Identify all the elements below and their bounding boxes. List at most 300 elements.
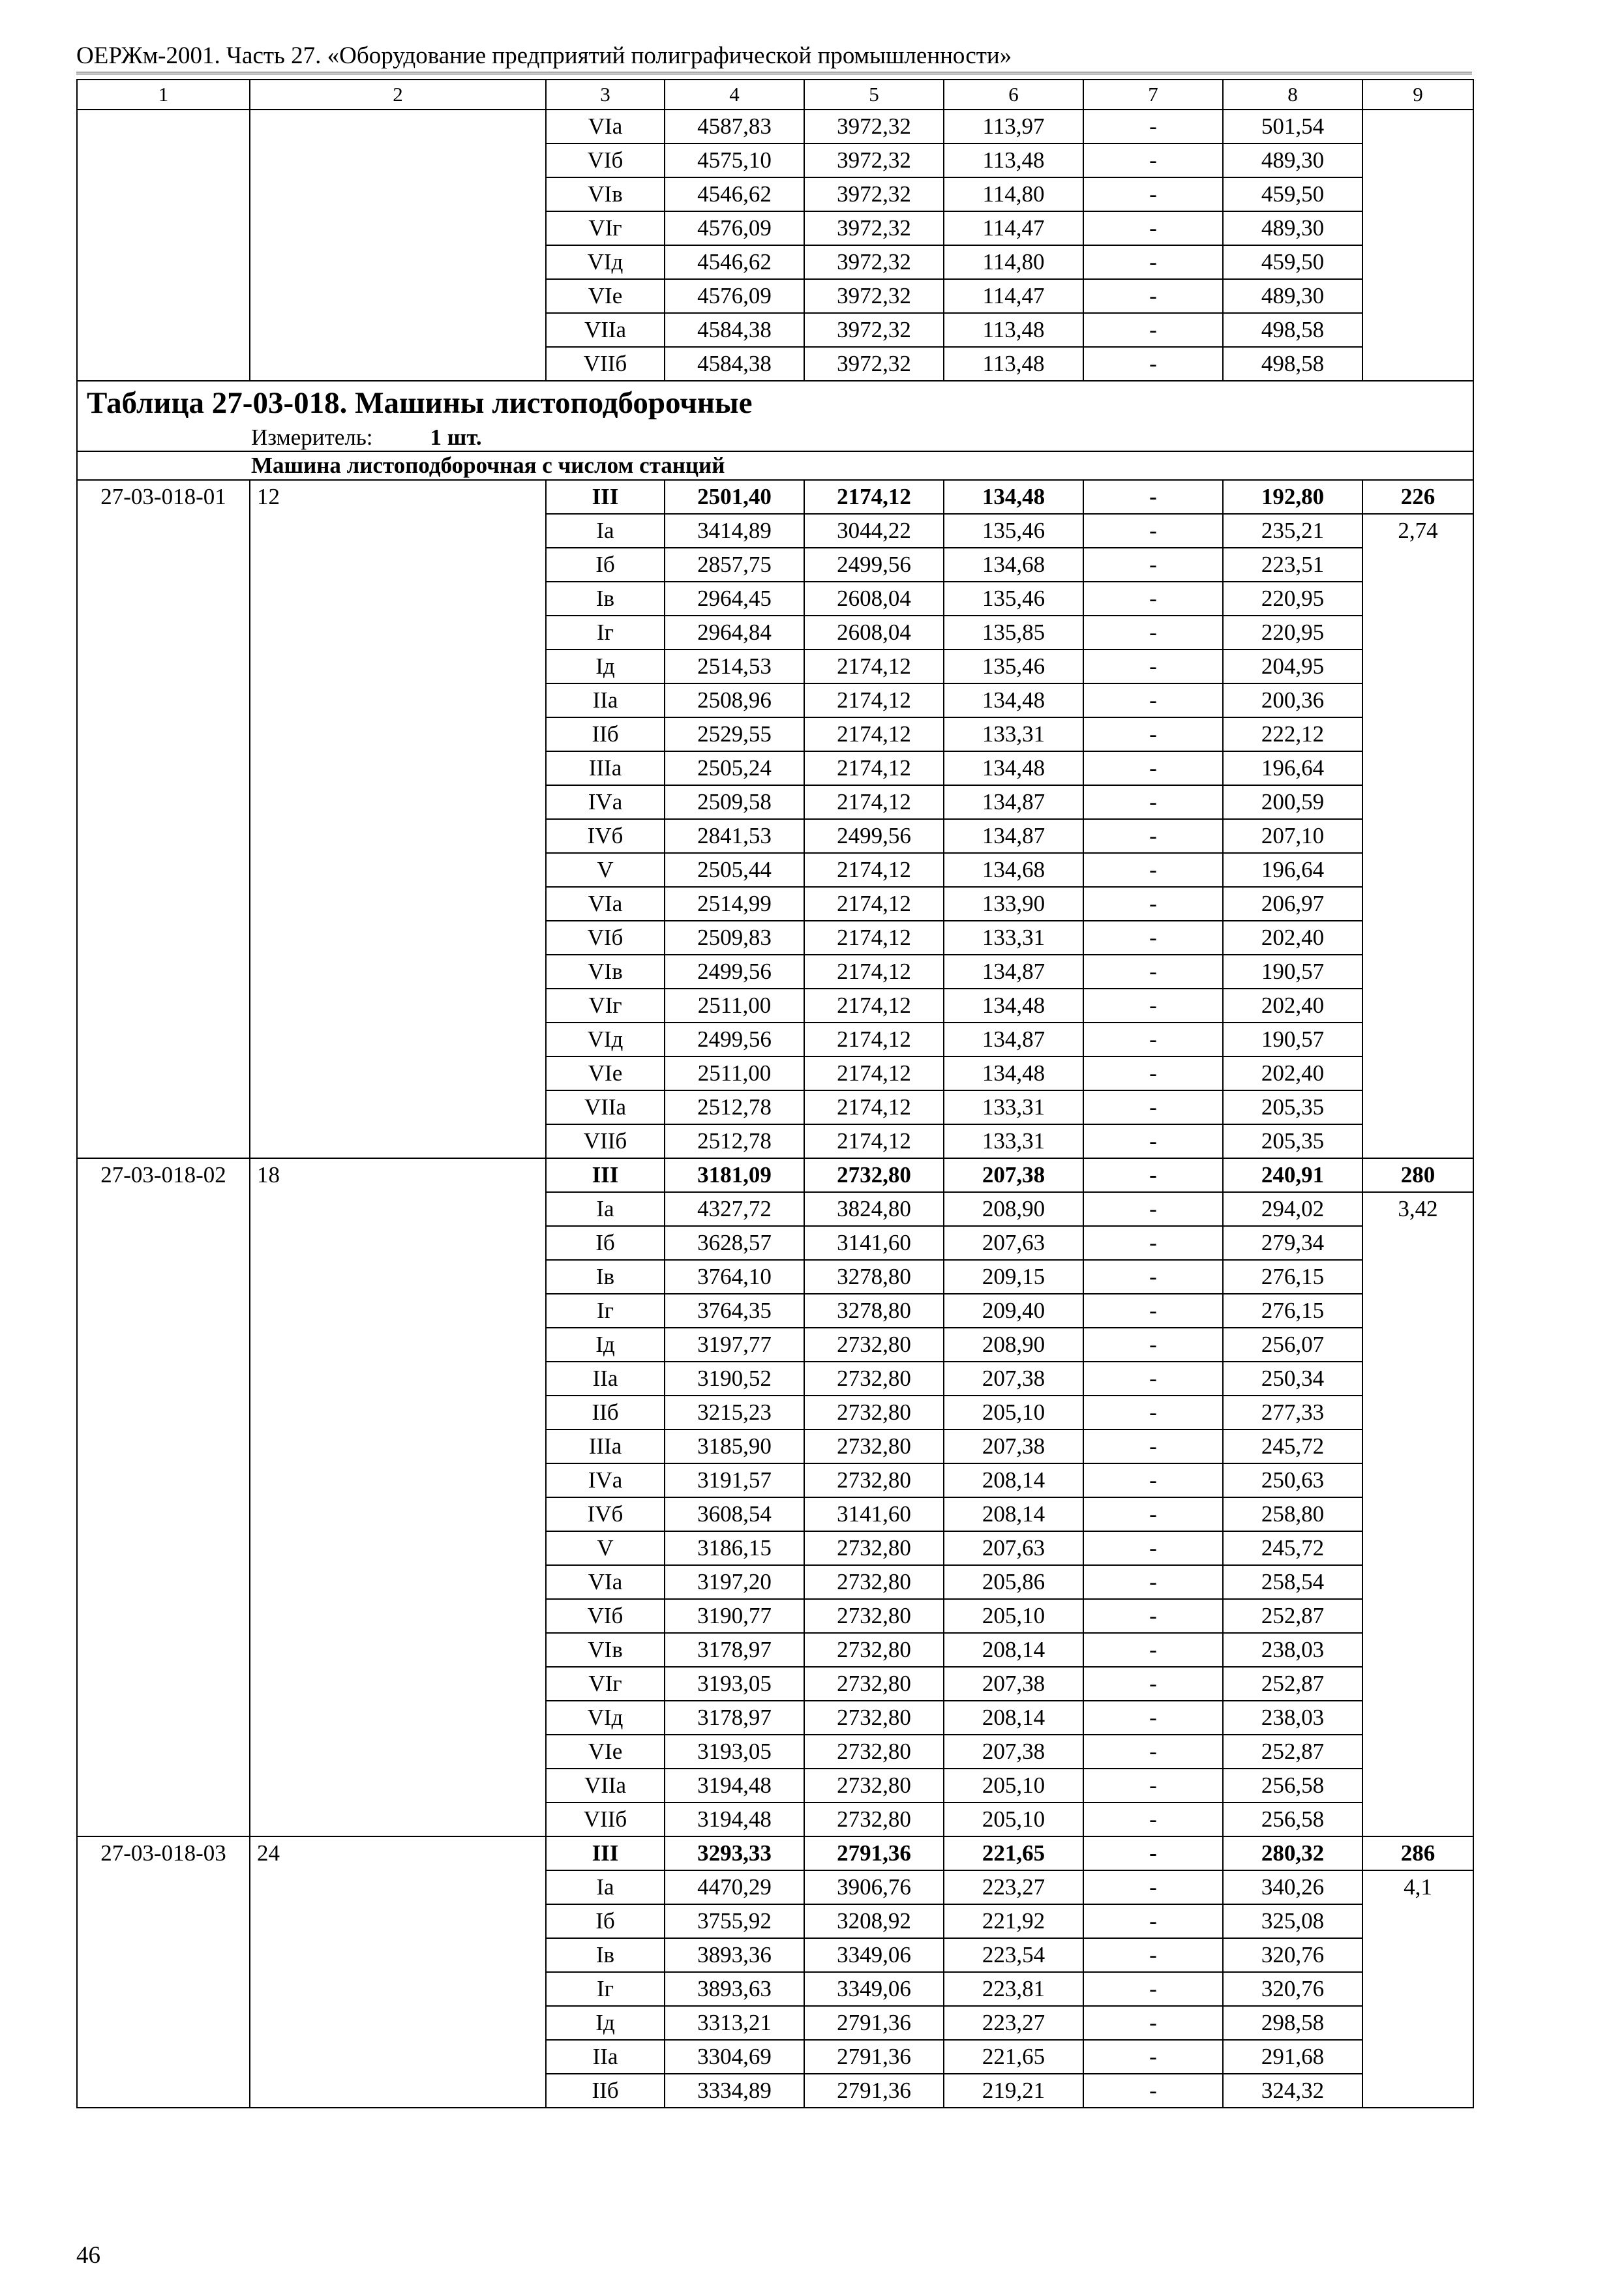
- column-number-cell: 8: [1223, 80, 1362, 110]
- table-cell: 220,95: [1223, 616, 1362, 650]
- table-cell: 134,87: [944, 819, 1083, 853]
- table-cell: Iб: [546, 1226, 665, 1260]
- table-cell: 4470,29: [665, 1870, 804, 1904]
- table-cell: 3293,33: [665, 1836, 804, 1870]
- table-cell: 3349,06: [804, 1972, 944, 2006]
- table-cell: 223,27: [944, 1870, 1083, 1904]
- column-number-cell: 5: [804, 80, 944, 110]
- table-cell: -: [1083, 1531, 1223, 1565]
- table-cell: 4327,72: [665, 1192, 804, 1226]
- stations-count: 24: [250, 1836, 546, 2108]
- table-cell: III: [546, 1158, 665, 1192]
- table-cell: 3208,92: [804, 1904, 944, 1938]
- table-cell: 320,76: [1223, 1938, 1362, 1972]
- table-cell: Iг: [546, 1294, 665, 1328]
- table-cell: 221,92: [944, 1904, 1083, 1938]
- table-cell: 498,58: [1223, 313, 1362, 347]
- table-cell: 2174,12: [804, 955, 944, 989]
- table-cell: 3278,80: [804, 1260, 944, 1294]
- table-cell: VIд: [546, 245, 665, 279]
- table-cell: 2511,00: [665, 989, 804, 1023]
- table-cell: VIг: [546, 1667, 665, 1701]
- table-cell: 134,48: [944, 683, 1083, 717]
- table-cell: 238,03: [1223, 1633, 1362, 1667]
- table-cell: 280,32: [1223, 1836, 1362, 1870]
- table-cell: -: [1083, 1396, 1223, 1429]
- table-cell: 2791,36: [804, 2074, 944, 2108]
- table-cell: 459,50: [1223, 177, 1362, 211]
- table-cell: -: [1083, 1667, 1223, 1701]
- table-cell: 204,95: [1223, 650, 1362, 683]
- col9-value: 4,1: [1362, 1870, 1473, 2108]
- table-cell: -: [1083, 1124, 1223, 1158]
- table-cell: -: [1083, 211, 1223, 245]
- table-cell: 2499,56: [804, 819, 944, 853]
- table-cell: 2529,55: [665, 717, 804, 751]
- table-cell: 114,80: [944, 177, 1083, 211]
- table-cell: -: [1083, 1701, 1223, 1735]
- table-cell: 3194,48: [665, 1803, 804, 1836]
- table-cell: 205,35: [1223, 1090, 1362, 1124]
- table-cell: VIе: [546, 1056, 665, 1090]
- table-cell: VIIа: [546, 1090, 665, 1124]
- table-cell: 3181,09: [665, 1158, 804, 1192]
- table-cell: 4584,38: [665, 347, 804, 381]
- table-cell: 2512,78: [665, 1090, 804, 1124]
- table-cell: 209,15: [944, 1260, 1083, 1294]
- table-cell: Iв: [546, 582, 665, 616]
- table-cell: 2857,75: [665, 548, 804, 582]
- table-cell: 3972,32: [804, 177, 944, 211]
- table-cell: 196,64: [1223, 853, 1362, 887]
- table-cell: 2174,12: [804, 785, 944, 819]
- table-cell: 2732,80: [804, 1633, 944, 1667]
- table-cell: 3972,32: [804, 211, 944, 245]
- table-cell: Iд: [546, 1328, 665, 1362]
- table-cell: 2732,80: [804, 1328, 944, 1362]
- column-number-cell: 6: [944, 80, 1083, 110]
- table-cell: 2732,80: [804, 1565, 944, 1599]
- table-cell: 2501,40: [665, 480, 804, 514]
- table-cell: 3972,32: [804, 279, 944, 313]
- table-cell: 2505,44: [665, 853, 804, 887]
- table-cell: 3824,80: [804, 1192, 944, 1226]
- table-cell: -: [1083, 1192, 1223, 1226]
- table-cell: 113,97: [944, 110, 1083, 143]
- rate-code: 27-03-018-01: [77, 480, 250, 1158]
- table-cell: 3178,97: [665, 1633, 804, 1667]
- table-cell: VIб: [546, 921, 665, 955]
- table-cell: 3191,57: [665, 1463, 804, 1497]
- table-cell: 501,54: [1223, 110, 1362, 143]
- table-cell: 133,31: [944, 1090, 1083, 1124]
- table-cell: -: [1083, 2040, 1223, 2074]
- rates-table: [76, 79, 1474, 2108]
- table-cell: 205,10: [944, 1599, 1083, 1633]
- table-cell: 220,95: [1223, 582, 1362, 616]
- table-cell: 3044,22: [804, 514, 944, 548]
- table-cell: -: [1083, 347, 1223, 381]
- table-cell: VIIб: [546, 1124, 665, 1158]
- stations-count: 18: [250, 1158, 546, 1836]
- table-cell: 207,38: [944, 1158, 1083, 1192]
- table-cell: 2174,12: [804, 1090, 944, 1124]
- table-cell: 276,15: [1223, 1294, 1362, 1328]
- table-cell: IVб: [546, 1497, 665, 1531]
- table-cell: 135,46: [944, 650, 1083, 683]
- table-cell: 3349,06: [804, 1938, 944, 1972]
- table-cell: 207,38: [944, 1362, 1083, 1396]
- table-cell: 3755,92: [665, 1904, 804, 1938]
- table-cell: 200,59: [1223, 785, 1362, 819]
- col9-value: 226: [1362, 480, 1473, 514]
- table-cell: 489,30: [1223, 143, 1362, 177]
- table-cell: 291,68: [1223, 2040, 1362, 2074]
- table-cell: -: [1083, 279, 1223, 313]
- table-cell: 3197,77: [665, 1328, 804, 1362]
- table-cell: -: [1083, 853, 1223, 887]
- table-cell: 205,86: [944, 1565, 1083, 1599]
- table-cell: -: [1083, 1056, 1223, 1090]
- table-cell: 2174,12: [804, 1023, 944, 1056]
- table-cell: 205,35: [1223, 1124, 1362, 1158]
- table-cell: VIд: [546, 1023, 665, 1056]
- table-cell: 3186,15: [665, 1531, 804, 1565]
- table-cell: -: [1083, 1904, 1223, 1938]
- table-cell: -: [1083, 1226, 1223, 1260]
- col9-value: 286: [1362, 1836, 1473, 1870]
- table-cell: -: [1083, 683, 1223, 717]
- table-cell: 2791,36: [804, 1836, 944, 1870]
- table-cell: IIб: [546, 2074, 665, 2108]
- table-cell: 2508,96: [665, 683, 804, 717]
- table-cell: 2499,56: [665, 955, 804, 989]
- table-cell: 3194,48: [665, 1769, 804, 1803]
- table-cell: 222,12: [1223, 717, 1362, 751]
- table-cell: VIд: [546, 1701, 665, 1735]
- measure-value: 1 шт.: [430, 425, 482, 450]
- table-cell: 4575,10: [665, 143, 804, 177]
- table-cell: -: [1083, 143, 1223, 177]
- table-cell: IIа: [546, 2040, 665, 2074]
- table-cell: -: [1083, 955, 1223, 989]
- table-row: [77, 1836, 1473, 1870]
- table-cell: 2511,00: [665, 1056, 804, 1090]
- table-cell: 114,47: [944, 211, 1083, 245]
- table-row: [77, 1158, 1473, 1192]
- table-cell: -: [1083, 177, 1223, 211]
- table-cell: 3972,32: [804, 245, 944, 279]
- rate-code: 27-03-018-03: [77, 1836, 250, 2108]
- table-cell: 3190,52: [665, 1362, 804, 1396]
- subheading: Машина листоподборочная с числом станций: [77, 451, 1473, 480]
- table-cell: 294,02: [1223, 1192, 1362, 1226]
- table-cell: 498,58: [1223, 347, 1362, 381]
- table-cell: 135,85: [944, 616, 1083, 650]
- table-cell: 240,91: [1223, 1158, 1362, 1192]
- table-cell: 238,03: [1223, 1701, 1362, 1735]
- table-cell: 298,58: [1223, 2006, 1362, 2040]
- table-cell: 3972,32: [804, 347, 944, 381]
- table-cell: -: [1083, 1633, 1223, 1667]
- table-cell: 3178,97: [665, 1701, 804, 1735]
- table-cell: 192,80: [1223, 480, 1362, 514]
- table-cell: 206,97: [1223, 887, 1362, 921]
- table-cell: -: [1083, 1090, 1223, 1124]
- table-cell: 3141,60: [804, 1226, 944, 1260]
- table-cell: 2841,53: [665, 819, 804, 853]
- table-cell: 3906,76: [804, 1870, 944, 1904]
- table-cell: 134,87: [944, 785, 1083, 819]
- table-cell: 4546,62: [665, 245, 804, 279]
- table-cell: 2174,12: [804, 480, 944, 514]
- table-cell: 134,48: [944, 480, 1083, 514]
- table-cell: 256,58: [1223, 1769, 1362, 1803]
- column-number-cell: 3: [546, 80, 665, 110]
- table-cell: VIг: [546, 211, 665, 245]
- table-cell: 2964,45: [665, 582, 804, 616]
- table-cell: IVа: [546, 1463, 665, 1497]
- table-cell: 205,10: [944, 1396, 1083, 1429]
- table-cell: 2514,99: [665, 887, 804, 921]
- table-cell: IVа: [546, 785, 665, 819]
- table-cell: VIIа: [546, 313, 665, 347]
- table-cell: 2174,12: [804, 887, 944, 921]
- table-cell: 114,47: [944, 279, 1083, 313]
- table-cell: IIа: [546, 1362, 665, 1396]
- table-cell: 3185,90: [665, 1429, 804, 1463]
- table-cell: 252,87: [1223, 1667, 1362, 1701]
- table-cell: -: [1083, 548, 1223, 582]
- table-cell: 209,40: [944, 1294, 1083, 1328]
- column-number-cell: 9: [1362, 80, 1473, 110]
- table-cell: 3141,60: [804, 1497, 944, 1531]
- table-cell: -: [1083, 1769, 1223, 1803]
- table-cell: 200,36: [1223, 683, 1362, 717]
- measure-cell: [77, 425, 1473, 451]
- table-cell: 219,21: [944, 2074, 1083, 2108]
- table-cell: 207,63: [944, 1226, 1083, 1260]
- table-cell: 134,87: [944, 955, 1083, 989]
- table-cell: Iв: [546, 1938, 665, 1972]
- table-cell: -: [1083, 1260, 1223, 1294]
- table-cell: VIг: [546, 989, 665, 1023]
- table-cell: 489,30: [1223, 211, 1362, 245]
- table-cell: 134,68: [944, 548, 1083, 582]
- table-cell: 134,48: [944, 751, 1083, 785]
- measure-row: [77, 425, 1473, 451]
- table-cell: 325,08: [1223, 1904, 1362, 1938]
- table-cell: 2732,80: [804, 1803, 944, 1836]
- table-cell: VIа: [546, 887, 665, 921]
- table-cell: 3304,69: [665, 2040, 804, 2074]
- table-cell: 202,40: [1223, 921, 1362, 955]
- table-cell: 3972,32: [804, 313, 944, 347]
- table-cell: 2732,80: [804, 1463, 944, 1497]
- table-cell: V: [546, 853, 665, 887]
- table-cell: 2732,80: [804, 1769, 944, 1803]
- table-cell: Iг: [546, 616, 665, 650]
- table-cell: 2964,84: [665, 616, 804, 650]
- table-cell: Iд: [546, 650, 665, 683]
- table-cell: 2732,80: [804, 1429, 944, 1463]
- table-cell: VIв: [546, 955, 665, 989]
- table-cell: 459,50: [1223, 245, 1362, 279]
- table-cell: 252,87: [1223, 1735, 1362, 1769]
- table-cell: 324,32: [1223, 2074, 1362, 2108]
- table-cell: VIIб: [546, 347, 665, 381]
- table-cell: -: [1083, 1565, 1223, 1599]
- table-cell: -: [1083, 1735, 1223, 1769]
- empty-cell: [77, 110, 250, 381]
- table-cell: -: [1083, 1463, 1223, 1497]
- table-cell: Iа: [546, 1192, 665, 1226]
- table-cell: -: [1083, 245, 1223, 279]
- table-cell: 3190,77: [665, 1599, 804, 1633]
- col9-value: 2,74: [1362, 514, 1473, 1158]
- table-cell: 3334,89: [665, 2074, 804, 2108]
- table-cell: V: [546, 1531, 665, 1565]
- table-cell: 223,27: [944, 2006, 1083, 2040]
- table-cell: -: [1083, 514, 1223, 548]
- table-cell: 190,57: [1223, 955, 1362, 989]
- table-cell: 113,48: [944, 143, 1083, 177]
- table-cell: -: [1083, 989, 1223, 1023]
- table-cell: 2174,12: [804, 921, 944, 955]
- table-row: [77, 480, 1473, 514]
- table-cell: 4576,09: [665, 279, 804, 313]
- table-cell: 245,72: [1223, 1531, 1362, 1565]
- table-cell: 208,90: [944, 1192, 1083, 1226]
- table-cell: III: [546, 480, 665, 514]
- table-cell: 207,38: [944, 1429, 1083, 1463]
- table-cell: 2499,56: [804, 548, 944, 582]
- table-cell: 2732,80: [804, 1158, 944, 1192]
- column-number-cell: 7: [1083, 80, 1223, 110]
- table-cell: 3893,36: [665, 1938, 804, 1972]
- column-number-cell: 2: [250, 80, 546, 110]
- table-cell: 2174,12: [804, 989, 944, 1023]
- table-cell: VIIб: [546, 1803, 665, 1836]
- table-cell: IIIа: [546, 1429, 665, 1463]
- table-cell: 2174,12: [804, 683, 944, 717]
- table-cell: 3313,21: [665, 2006, 804, 2040]
- table-cell: 135,46: [944, 582, 1083, 616]
- table-title-row: [77, 381, 1473, 425]
- table-cell: 2174,12: [804, 751, 944, 785]
- table-cell: -: [1083, 1803, 1223, 1836]
- table-cell: 205,10: [944, 1803, 1083, 1836]
- table-cell: -: [1083, 751, 1223, 785]
- table-cell: 223,81: [944, 1972, 1083, 2006]
- col9-value: 3,42: [1362, 1192, 1473, 1836]
- table-cell: 2791,36: [804, 2006, 944, 2040]
- table-cell: IIб: [546, 717, 665, 751]
- table-cell: IVб: [546, 819, 665, 853]
- table-cell: VIв: [546, 1633, 665, 1667]
- table-cell: 113,48: [944, 347, 1083, 381]
- table-cell: 208,14: [944, 1497, 1083, 1531]
- table-cell: 3764,10: [665, 1260, 804, 1294]
- table-cell: Iб: [546, 1904, 665, 1938]
- table-cell: 190,57: [1223, 1023, 1362, 1056]
- table-cell: VIа: [546, 110, 665, 143]
- table-cell: 4587,83: [665, 110, 804, 143]
- table-cell: 134,87: [944, 1023, 1083, 1056]
- table-cell: 2514,53: [665, 650, 804, 683]
- table-cell: 2505,24: [665, 751, 804, 785]
- table-cell: 135,46: [944, 514, 1083, 548]
- table-cell: -: [1083, 2006, 1223, 2040]
- table-cell: 250,63: [1223, 1463, 1362, 1497]
- table-cell: 276,15: [1223, 1260, 1362, 1294]
- table-cell: 208,14: [944, 1633, 1083, 1667]
- table-cell: Iв: [546, 1260, 665, 1294]
- table-cell: -: [1083, 1158, 1223, 1192]
- table-cell: -: [1083, 1429, 1223, 1463]
- column-number-row: [77, 80, 1473, 110]
- empty-cell: [1362, 110, 1473, 381]
- table-cell: VIб: [546, 143, 665, 177]
- table-cell: 221,65: [944, 1836, 1083, 1870]
- table-cell: 3278,80: [804, 1294, 944, 1328]
- table-cell: 133,31: [944, 1124, 1083, 1158]
- table-cell: 2608,04: [804, 582, 944, 616]
- table-cell: 245,72: [1223, 1429, 1362, 1463]
- table-cell: 133,31: [944, 921, 1083, 955]
- table-cell: 2608,04: [804, 616, 944, 650]
- table-cell: 3193,05: [665, 1667, 804, 1701]
- table-cell: IIIа: [546, 751, 665, 785]
- table-cell: 3972,32: [804, 143, 944, 177]
- table-cell: 2174,12: [804, 853, 944, 887]
- column-number-cell: 4: [665, 80, 804, 110]
- table-cell: 3628,57: [665, 1226, 804, 1260]
- table-cell: -: [1083, 1938, 1223, 1972]
- table-cell: 208,90: [944, 1328, 1083, 1362]
- table-cell: 3764,35: [665, 1294, 804, 1328]
- table-cell: Iб: [546, 548, 665, 582]
- table-cell: 2732,80: [804, 1362, 944, 1396]
- table-cell: 4546,62: [665, 177, 804, 211]
- table-cell: -: [1083, 616, 1223, 650]
- column-number-cell: 1: [77, 80, 250, 110]
- table-cell: 2732,80: [804, 1599, 944, 1633]
- table-cell: 207,38: [944, 1735, 1083, 1769]
- table-cell: 2732,80: [804, 1735, 944, 1769]
- table-cell: VIа: [546, 1565, 665, 1599]
- table-cell: 208,14: [944, 1701, 1083, 1735]
- table-cell: 208,14: [944, 1463, 1083, 1497]
- table-cell: 2732,80: [804, 1701, 944, 1735]
- table-cell: 223,54: [944, 1938, 1083, 1972]
- table-cell: 3193,05: [665, 1735, 804, 1769]
- table-cell: -: [1083, 2074, 1223, 2108]
- table-cell: -: [1083, 1599, 1223, 1633]
- table-cell: -: [1083, 1023, 1223, 1056]
- col9-value: 280: [1362, 1158, 1473, 1192]
- table-cell: 2174,12: [804, 1124, 944, 1158]
- table-cell: -: [1083, 819, 1223, 853]
- table-cell: 258,80: [1223, 1497, 1362, 1531]
- table-cell: -: [1083, 717, 1223, 751]
- table-cell: 3608,54: [665, 1497, 804, 1531]
- table-cell: -: [1083, 785, 1223, 819]
- table-cell: 207,63: [944, 1531, 1083, 1565]
- table-cell: 489,30: [1223, 279, 1362, 313]
- table-cell: 2174,12: [804, 717, 944, 751]
- table-cell: 2509,58: [665, 785, 804, 819]
